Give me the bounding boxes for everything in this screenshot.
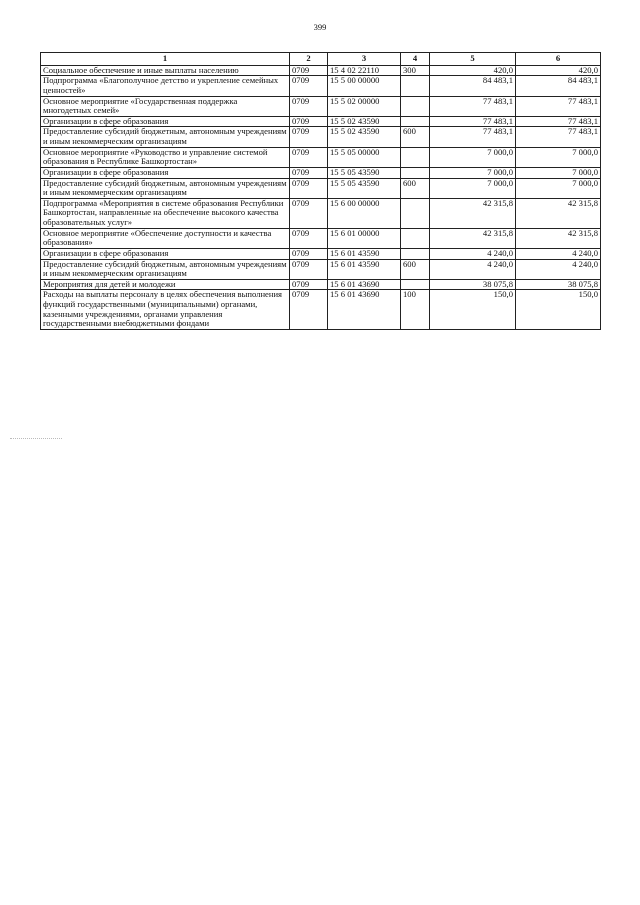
row-name: Мероприятия для детей и молодежи <box>41 279 290 290</box>
row-type: 600 <box>401 178 430 198</box>
row-value-5: 420,0 <box>430 65 516 76</box>
header-col-1: 1 <box>41 53 290 66</box>
table-row <box>41 259 601 279</box>
row-name: Подпрограмма «Мероприятия в системе образования Республики Башкортостан, направленные на обеспечение высокого качества образовательных услуг» <box>41 198 290 228</box>
row-value-5: 7 000,0 <box>430 178 516 198</box>
row-value-6: 7 000,0 <box>516 178 601 198</box>
row-type <box>401 116 430 127</box>
row-type <box>401 248 430 259</box>
row-name: Предоставление субсидий бюджетным, автономным учреждениям и иным некоммерческим организациям <box>41 259 290 279</box>
row-value-5: 84 483,1 <box>430 76 516 96</box>
row-name: Организации в сфере образования <box>41 248 290 259</box>
row-name: Расходы на выплаты персоналу в целях обеспечения выполнения функций государственными (муниципальными) органами, казенными учреждениями, органами управления государственными внебюджетными фондами <box>41 290 290 330</box>
row-section: 0709 <box>290 167 328 178</box>
table-row <box>41 147 601 167</box>
row-section: 0709 <box>290 178 328 198</box>
row-section: 0709 <box>290 259 328 279</box>
scan-margin-mark <box>10 438 62 441</box>
table-header-row <box>41 53 601 66</box>
header-col-2: 2 <box>290 53 328 66</box>
row-value-6: 77 483,1 <box>516 116 601 127</box>
table-row <box>41 65 601 76</box>
header-col-3: 3 <box>328 53 401 66</box>
row-value-6: 38 075,8 <box>516 279 601 290</box>
row-section: 0709 <box>290 116 328 127</box>
row-name: Организации в сфере образования <box>41 116 290 127</box>
budget-table <box>40 52 601 330</box>
row-value-6: 7 000,0 <box>516 167 601 178</box>
row-target: 15 4 02 22110 <box>328 65 401 76</box>
row-name: Основное мероприятие «Руководство и управление системой образования в Республике Башкортостан» <box>41 147 290 167</box>
row-section: 0709 <box>290 147 328 167</box>
row-target: 15 6 01 43690 <box>328 290 401 330</box>
table-row <box>41 178 601 198</box>
row-target: 15 6 01 43690 <box>328 279 401 290</box>
row-value-5: 77 483,1 <box>430 116 516 127</box>
table-row <box>41 76 601 96</box>
row-type: 100 <box>401 290 430 330</box>
row-section: 0709 <box>290 290 328 330</box>
row-value-5: 4 240,0 <box>430 248 516 259</box>
row-target: 15 5 02 00000 <box>328 96 401 116</box>
row-section: 0709 <box>290 248 328 259</box>
table-row <box>41 279 601 290</box>
row-target: 15 6 01 43590 <box>328 259 401 279</box>
row-target: 15 6 01 00000 <box>328 228 401 248</box>
row-value-6: 4 240,0 <box>516 248 601 259</box>
row-target: 15 5 05 43590 <box>328 167 401 178</box>
row-type <box>401 167 430 178</box>
table-row <box>41 290 601 330</box>
row-value-6: 77 483,1 <box>516 96 601 116</box>
row-section: 0709 <box>290 65 328 76</box>
row-target: 15 5 05 00000 <box>328 147 401 167</box>
table-row <box>41 198 601 228</box>
row-value-6: 4 240,0 <box>516 259 601 279</box>
row-target: 15 6 01 43590 <box>328 248 401 259</box>
row-type <box>401 147 430 167</box>
row-section: 0709 <box>290 76 328 96</box>
row-type <box>401 198 430 228</box>
row-section: 0709 <box>290 127 328 147</box>
row-name: Предоставление субсидий бюджетным, автономным учреждениям и иным некоммерческим организациям <box>41 127 290 147</box>
row-value-6: 77 483,1 <box>516 127 601 147</box>
row-value-6: 150,0 <box>516 290 601 330</box>
row-value-5: 77 483,1 <box>430 96 516 116</box>
page-number: 399 <box>313 22 327 32</box>
table-row <box>41 248 601 259</box>
table-row <box>41 96 601 116</box>
row-value-6: 420,0 <box>516 65 601 76</box>
row-value-5: 42 315,8 <box>430 228 516 248</box>
row-value-5: 7 000,0 <box>430 167 516 178</box>
row-value-5: 38 075,8 <box>430 279 516 290</box>
row-type <box>401 228 430 248</box>
row-value-6: 42 315,8 <box>516 228 601 248</box>
row-name: Подпрограмма «Благополучное детство и укрепление семейных ценностей» <box>41 76 290 96</box>
row-name: Организации в сфере образования <box>41 167 290 178</box>
row-type: 300 <box>401 65 430 76</box>
row-name: Основное мероприятие «Государственная поддержка многодетных семей» <box>41 96 290 116</box>
row-value-6: 7 000,0 <box>516 147 601 167</box>
row-target: 15 5 05 43590 <box>328 178 401 198</box>
header-col-6: 6 <box>516 53 601 66</box>
row-name: Социальное обеспечение и иные выплаты населению <box>41 65 290 76</box>
row-target: 15 5 00 00000 <box>328 76 401 96</box>
header-col-5: 5 <box>430 53 516 66</box>
row-value-6: 42 315,8 <box>516 198 601 228</box>
row-section: 0709 <box>290 228 328 248</box>
row-type <box>401 279 430 290</box>
row-value-5: 42 315,8 <box>430 198 516 228</box>
row-target: 15 5 02 43590 <box>328 116 401 127</box>
row-name: Основное мероприятие «Обеспечение доступности и качества образования» <box>41 228 290 248</box>
row-type: 600 <box>401 259 430 279</box>
row-type <box>401 76 430 96</box>
row-target: 15 5 02 43590 <box>328 127 401 147</box>
row-value-5: 4 240,0 <box>430 259 516 279</box>
row-value-5: 7 000,0 <box>430 147 516 167</box>
row-type: 600 <box>401 127 430 147</box>
table-row <box>41 127 601 147</box>
row-section: 0709 <box>290 198 328 228</box>
row-name: Предоставление субсидий бюджетным, автономным учреждениям и иным некоммерческим организациям <box>41 178 290 198</box>
table-row <box>41 228 601 248</box>
table-row <box>41 116 601 127</box>
row-type <box>401 96 430 116</box>
row-target: 15 6 00 00000 <box>328 198 401 228</box>
row-value-5: 77 483,1 <box>430 127 516 147</box>
row-value-5: 150,0 <box>430 290 516 330</box>
row-value-6: 84 483,1 <box>516 76 601 96</box>
row-section: 0709 <box>290 279 328 290</box>
row-section: 0709 <box>290 96 328 116</box>
table-row <box>41 167 601 178</box>
header-col-4: 4 <box>401 53 430 66</box>
